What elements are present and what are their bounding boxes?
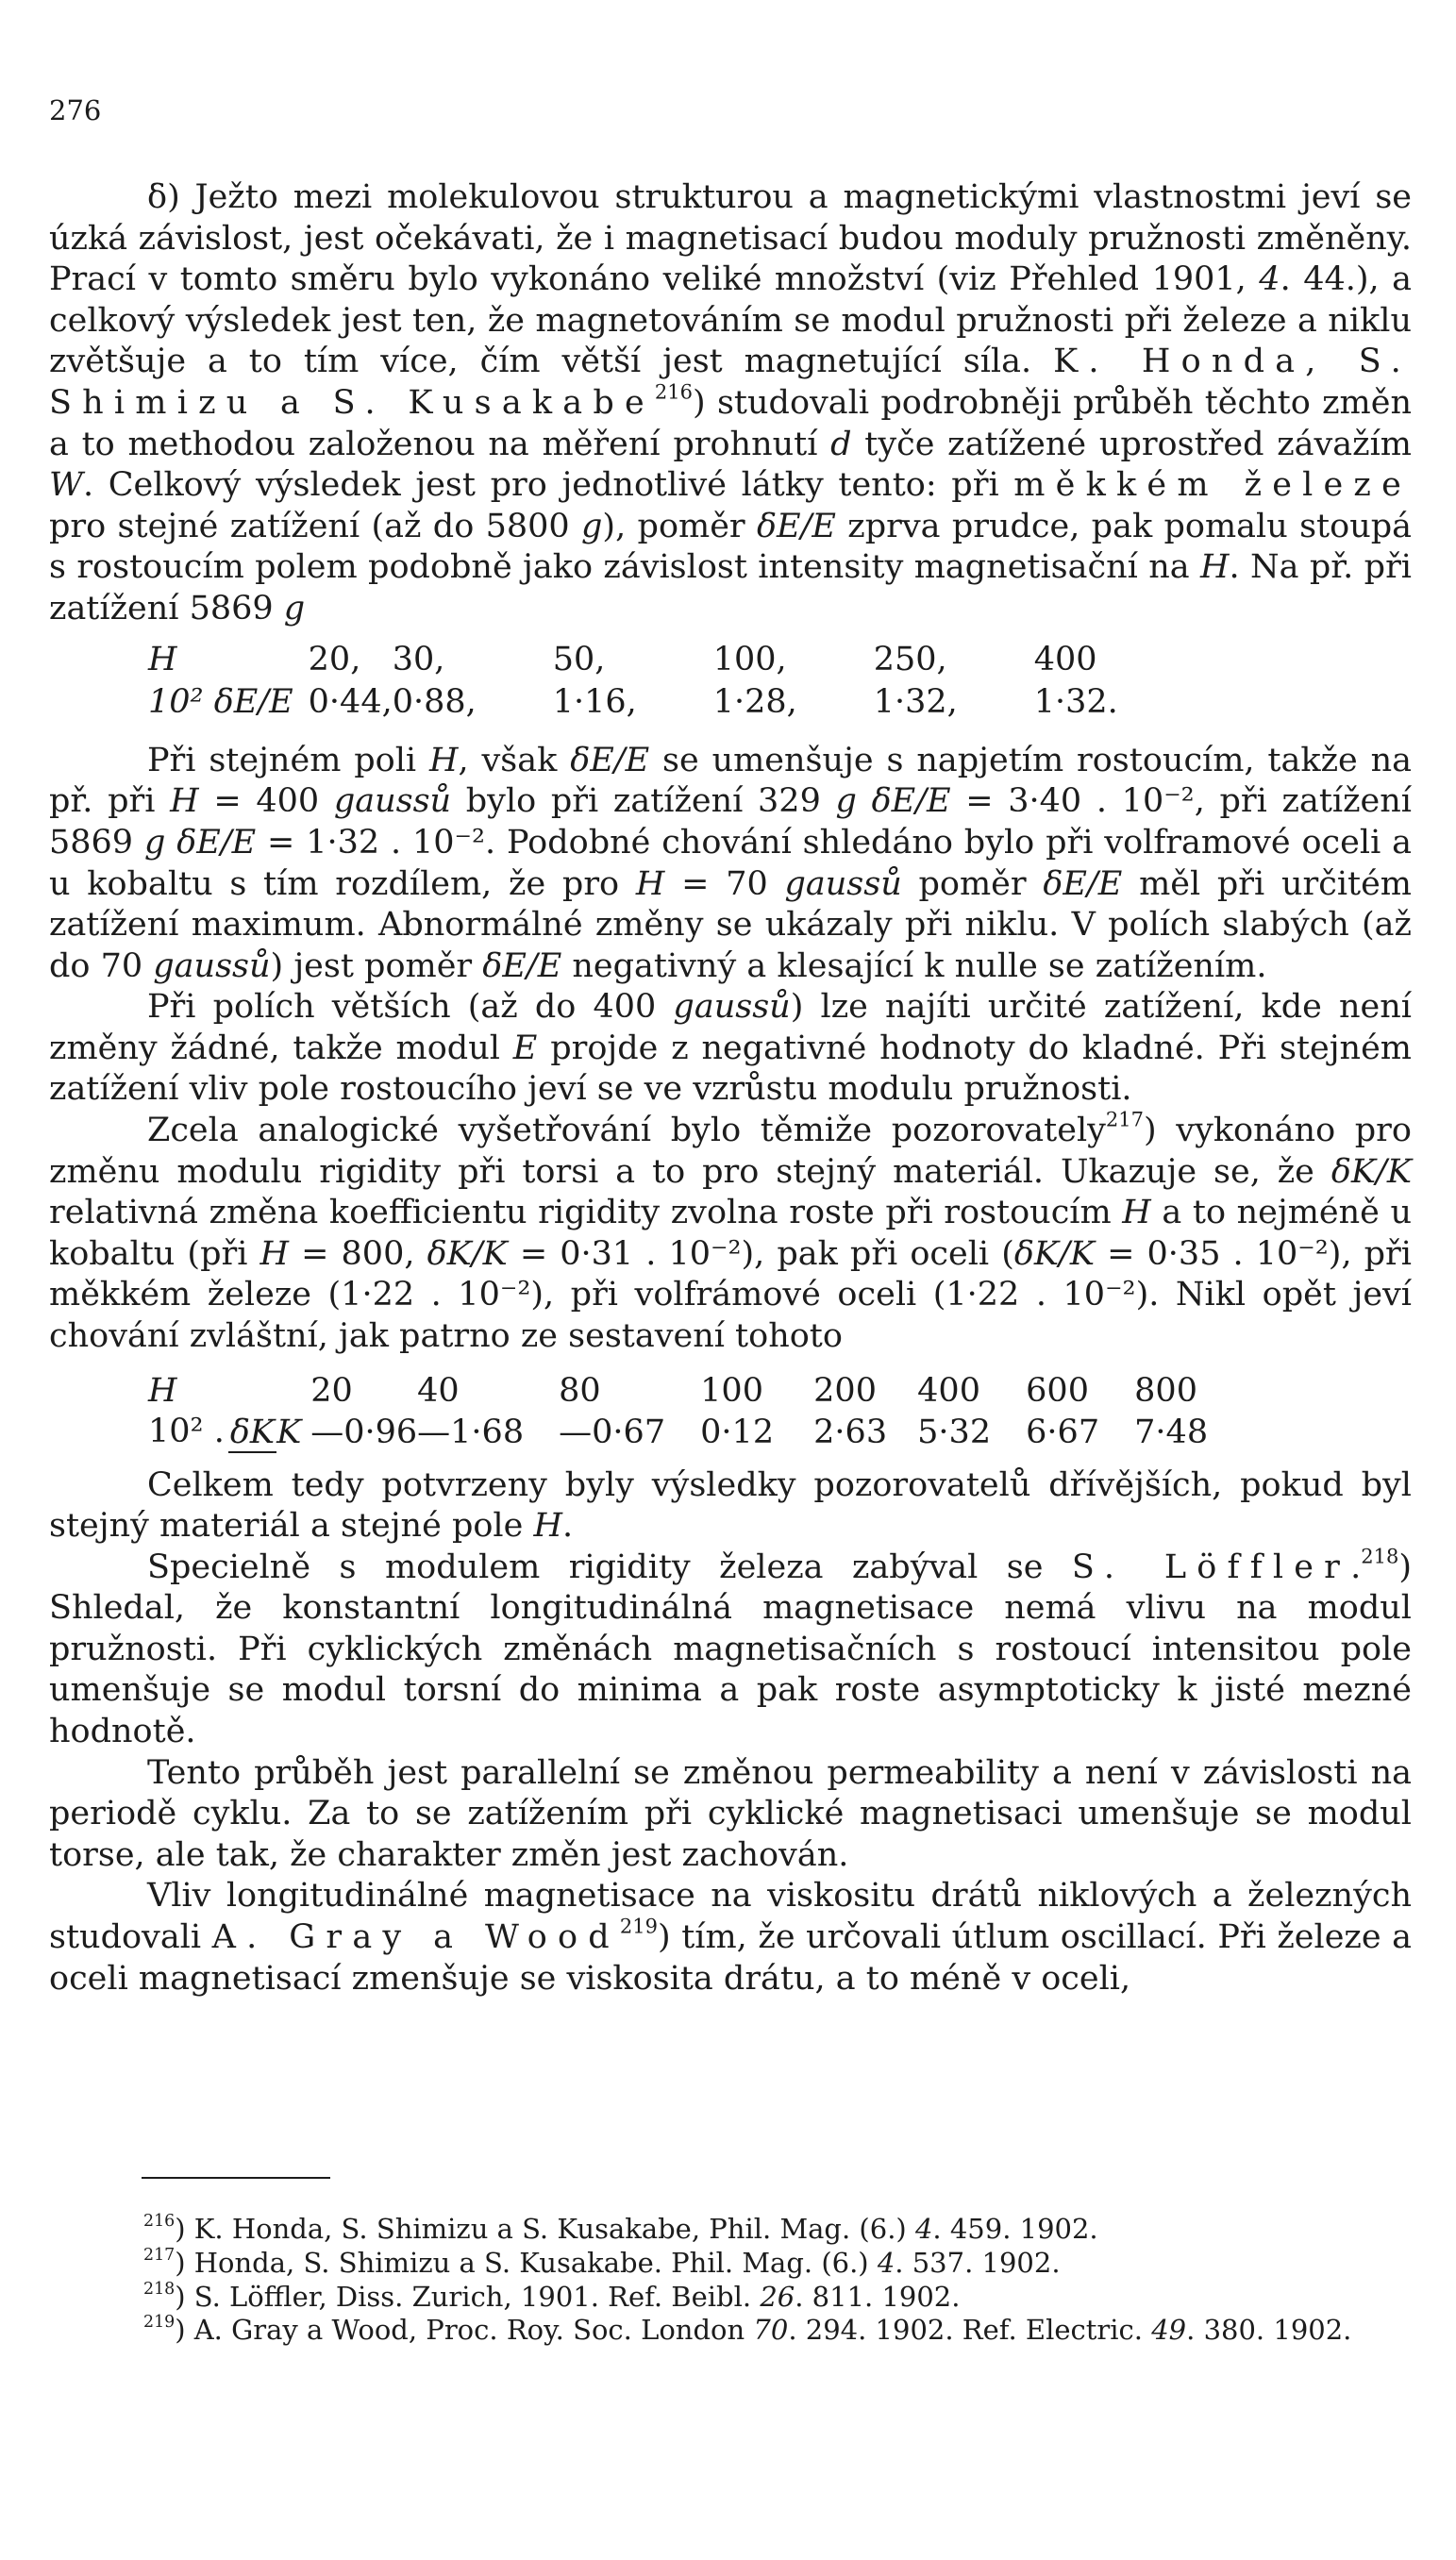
- footnote-219: $^{219}$) A. Gray a Wood, Proc. Roy. Soc. London 70. 294. 1902. Ref. Electric. 49. 380. 1902.: [143, 2313, 1352, 2347]
- paragraph-4: Zcela analogické vyšetřování bylo těmiže pozorovately$^{217}$) vykonáno pro změnu modulu rigidity při torsi a to pro stejný materiál. Ukazuje se, že δK/K relativná změna koefficientu rigidity zvolna roste při rostoucím H a to nejméně u kobaltu (při H = 800, δK/K = 0·31 . 10⁻²), pak při oceli (δK/K = 0·35 . 10⁻²), při měkkém železe (1·22 . 10⁻²), při volfrámové oceli (1·22 . 10⁻²). Nikl opět jeví chování zvláštní, jak patrno ze sestavení tohoto: [49, 1108, 1413, 1356]
- footnote-218: $^{218}$) S. Löffler, Diss. Zurich, 1901. Ref. Beibl. 26. 811. 1902.: [143, 2279, 961, 2313]
- paragraph-7: Tento průběh jest parallelní se změnou permeability a není v závislosti na periodě cyklu. Za to se zatížením při cyklické magnetisaci umenšuje se modul torse, ale tak, že charakter změn jest zachován.: [49, 1753, 1412, 1874]
- author-gray-wood: A. Gray a Wood: [211, 1918, 620, 1957]
- footnote-ref-216[interactable]: 216: [654, 380, 693, 404]
- paragraph-5: Celkem tedy potvrzeny byly výsledky pozorovatelů dřívějších, pokud byl stejný materiál a stejné pole H.: [49, 1465, 1412, 1546]
- footnote-216: $^{216}$) K. Honda, S. Shimizu a S. Kusakabe, Phil. Mag. (6.) 4. 459. 1902.: [143, 2211, 1098, 2245]
- paragraph-3: Při polích větších (až do 400 gaussů) lze najíti určité zatížení, kde není změny žádné, takže modul E projde z negativné hodnoty do kladné. Při stejném zatížení vliv pole rostoucího jeví se ve vzrůstu modulu pružnosti.: [49, 988, 1412, 1109]
- footnote-ref-218[interactable]: 218: [1361, 1544, 1399, 1567]
- footnotes: [49, 2213, 1412, 2348]
- table-rigidity-nickel: [148, 1371, 1243, 1454]
- table-row: H 20, 30, 50, 100, 250, 400: [148, 640, 1097, 678]
- author-names: K. Honda, S. Shimizu a S. Kusakabe: [49, 343, 1412, 422]
- emphasis-soft-iron: měkkém železe: [1013, 466, 1412, 505]
- paragraph-2: Při stejném poli H, však δE/E se umenšuje s napjetím rostoucím, takže na př. při H = 400 gaussů bylo při zatížení 329 g δE/E = 3·40 . 10⁻², při zatížení 5869 g δE/E = 1·32 . 10⁻². Podobné chování shledáno bylo při volframové oceli a u kobaltu s tím rozdílem, že pro H = 70 gaussů poměr δE/E měl při určitém zatížení maximum. Abnormálné změny se ukázaly při niklu. V polích slabých (až do 70 gaussů) jest poměr δE/E negativný a klesající k nulle se zatížením.: [49, 741, 1412, 985]
- footnote-divider: [142, 2177, 330, 2179]
- table-row: 10² . δKK —0·96 —1·68 —0·67 0·12 2·63 5·32 6·67 7·48: [148, 1412, 1243, 1453]
- table-row: 10² δE/E 0·44, 0·88, 1·16, 1·28, 1·32, 1·32.: [148, 683, 1118, 722]
- fraction-dK-K: δKK: [229, 1413, 302, 1451]
- body-text: [49, 177, 1412, 1999]
- table-young-modulus: [148, 640, 1195, 726]
- author-loffler: S. Löffler: [1071, 1548, 1351, 1586]
- page-number: 276: [49, 94, 102, 126]
- footnote-ref-219[interactable]: 219: [619, 1915, 659, 1938]
- paragraph-6: Specielně s modulem rigidity železa zabýval se S. Löffler.$^{218}$) Shledal, že konstantní longitudinálná magnetisace nemá vlivu na modul pružnosti. Při cyklických změnách magnetisačních s rostoucí intensitou pole umenšuje se modul torsní do minima a pak roste asymptoticky k jisté mezné hodnotě.: [49, 1544, 1412, 1751]
- footnote-ref-217[interactable]: 217: [1105, 1108, 1145, 1131]
- footnote-217: $^{217}$) Honda, S. Shimizu a S. Kusakabe. Phil. Mag. (6.) 4. 537. 1902.: [143, 2245, 1061, 2279]
- table-row: H 20 40 80 100 200 400 600 800: [148, 1371, 1197, 1410]
- paragraph-1: δ) Ježto mezi molekulovou strukturou a magnetickými vlastnostmi jeví se úzká závislost, jest očekávati, že i magnetisací budou moduly pružnosti změněny. Prací v tomto směru bylo vykonáno veliké množství (viz Přehled 1901, 4. 44.), a celkový výsledek jest ten, že magnetováním se modul pružnosti při železe a niklu zvětšuje a to tím více, čím větší jest magnetující síla. K. Honda, S. Shimizu a S. Kusakabe$^{216}$) studovali podrobněji průběh těchto změn a to methodou založenou na měření prohnutí d tyče zatížené uprostřed závažím W. Celkový výsledek jest pro jednotlivé látky tento: při měkkém železe pro stejné zatížení (až do 5800 g), poměr δE/E zprva prudce, pak pomalu stoupá s rostoucím polem podobně jako závislost intensity magnetisační na H. Na př. při zatížení 5869 g: [49, 178, 1413, 627]
- paragraph-8: Vliv longitudinálné magnetisace na viskositu drátů niklových a železných studovali A. Gray a Wood$^{219}$) tím, že určovali útlum oscillací. Při železe a oceli magnetisací zmenšuje se viskosita drátu, a to méně v oceli,: [49, 1877, 1413, 1998]
